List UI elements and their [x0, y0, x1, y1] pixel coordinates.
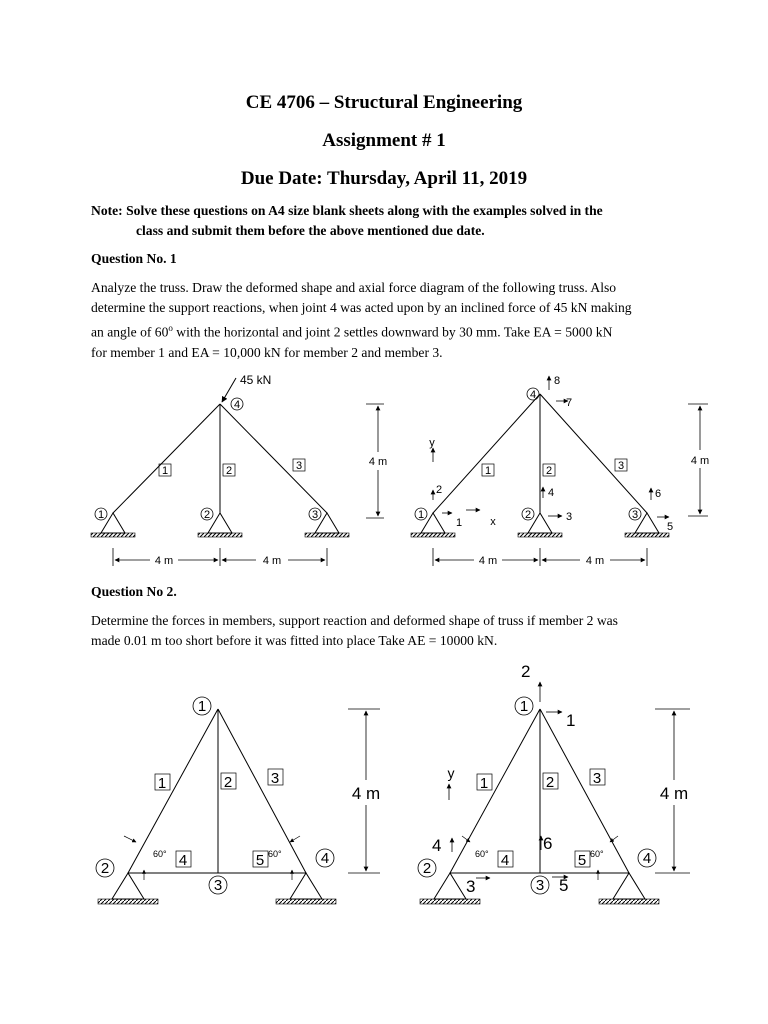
q2r-angle-right: 60°: [590, 849, 604, 859]
q1-line-1: Analyze the truss. Draw the deformed shape and axial force diagram of the following truss. Also: [91, 280, 617, 295]
load-label: 45 kN: [240, 373, 272, 387]
q1r-member-1: 1: [484, 465, 492, 477]
dof-3: 3: [566, 511, 573, 523]
q2-joint-2: 2: [100, 860, 110, 877]
q2-height-dim: 4 m: [351, 784, 381, 803]
q1-joint-1: 1: [97, 509, 105, 521]
q2-line-1: Determine the forces in members, support reaction and deformed shape of truss if member 2 was: [91, 613, 618, 628]
q2-joint-3: 3: [213, 877, 223, 894]
dof-4: 4: [548, 487, 555, 499]
due-date: Due Date: Thursday, April 11, 2019: [240, 168, 528, 189]
q2-member-2: 2: [223, 774, 233, 791]
q1-member-1-line: [113, 404, 220, 513]
degree-superscript: o: [168, 323, 173, 333]
q1-joint-2: 2: [203, 509, 211, 521]
q2-member-5: 5: [255, 852, 265, 869]
q2-dof-6: 6: [543, 834, 553, 853]
q2-member-3: 3: [270, 770, 280, 787]
assignment-title: Assignment # 1: [322, 130, 446, 151]
note-line-1: Note: Solve these questions on A4 size blank sheets along with the examples solved in the: [91, 203, 603, 218]
q2-axis-y: y: [447, 765, 455, 781]
q1-span-right: 4 m: [262, 555, 282, 567]
q1-line-4: for member 1 and EA = 10,000 kN for member 2 and member 3.: [91, 344, 443, 360]
q2-dof-2: 2: [521, 662, 531, 681]
course-title: CE 4706 – Structural Engineering: [245, 92, 523, 113]
q2-joint-4: 4: [320, 850, 330, 867]
q2r-joint-2: 2: [422, 860, 432, 877]
q2-dof-1: 1: [566, 711, 576, 730]
q2-joint-1: 1: [197, 698, 207, 715]
dof-2: 2: [436, 484, 443, 496]
q1-member-1-label: 1: [161, 465, 169, 477]
q1-line-2: determine the support reactions, when joint 4 was acted upon by an inclined force of 45 kN making: [91, 300, 632, 315]
q2-dof-3: 3: [466, 877, 476, 896]
q2-angle-left: 60°: [153, 849, 167, 859]
dof-8: 8: [554, 375, 561, 387]
q2-member-1: 1: [157, 775, 167, 792]
q1r-joint-2: 2: [524, 509, 532, 521]
q1r-span-right: 4 m: [585, 555, 605, 567]
q1-joint-4: 4: [233, 399, 241, 411]
q1-span-left: 4 m: [154, 555, 174, 567]
q1-line-3b: with the horizontal and joint 2 settles downward by 30 mm. Take EA = 5000 kN: [172, 324, 613, 340]
q1-member-2-label: 2: [225, 465, 233, 477]
question-1-heading: Question No. 1: [91, 251, 177, 266]
q1-joint-3: 3: [311, 509, 319, 521]
q2r-joint-1: 1: [519, 698, 529, 715]
q1r-member-2: 2: [545, 465, 553, 477]
dof-1: 1: [456, 517, 463, 529]
q2r-height-dim: 4 m: [659, 784, 689, 803]
dof-7: 7: [566, 397, 573, 409]
q1-line-3a: an angle of 60: [91, 324, 169, 340]
q1r-height-dim: 4 m: [690, 455, 710, 467]
dof-6: 6: [655, 488, 662, 500]
q1-axis-y: y: [429, 437, 435, 449]
q2-truss-left: [96, 697, 380, 904]
q1-truss-right: [411, 375, 709, 567]
q2r-angle-left: 60°: [475, 849, 489, 859]
q2r-joint-3: 3: [535, 877, 545, 894]
q2-dof-4: 4: [432, 836, 442, 855]
q2-line-2: made 0.01 m too short before it was fitted into place Take AE = 10000 kN.: [91, 633, 498, 648]
q2r-joint-4: 4: [642, 850, 652, 867]
q2r-member-4: 4: [500, 852, 510, 869]
dof-5: 5: [667, 521, 674, 533]
note-line-2: class and submit them before the above mentioned due date.: [136, 223, 485, 238]
q1-height-dim: 4 m: [368, 456, 388, 468]
question-2-heading: Question No 2.: [91, 584, 177, 599]
q1r-joint-3: 3: [631, 509, 639, 521]
q2r-member-5: 5: [577, 852, 587, 869]
q2r-member-1: 1: [479, 775, 489, 792]
q1r-joint-4: 4: [529, 389, 537, 401]
q2r-member-3: 3: [592, 770, 602, 787]
q1r-member-3: 3: [617, 460, 625, 472]
q2-truss-right: [418, 662, 690, 904]
q1r-joint-1: 1: [417, 509, 425, 521]
q2-dof-5: 5: [559, 876, 569, 895]
q1r-span-left: 4 m: [478, 555, 498, 567]
q2-member-4: 4: [178, 852, 188, 869]
q1-member-3-line: [220, 404, 327, 513]
q1-member-3-label: 3: [295, 460, 303, 472]
q2r-member-2: 2: [545, 774, 555, 791]
q1-truss-left: [91, 373, 387, 567]
q1-axis-x: x: [490, 516, 496, 528]
q2-angle-right: 60°: [268, 849, 282, 859]
